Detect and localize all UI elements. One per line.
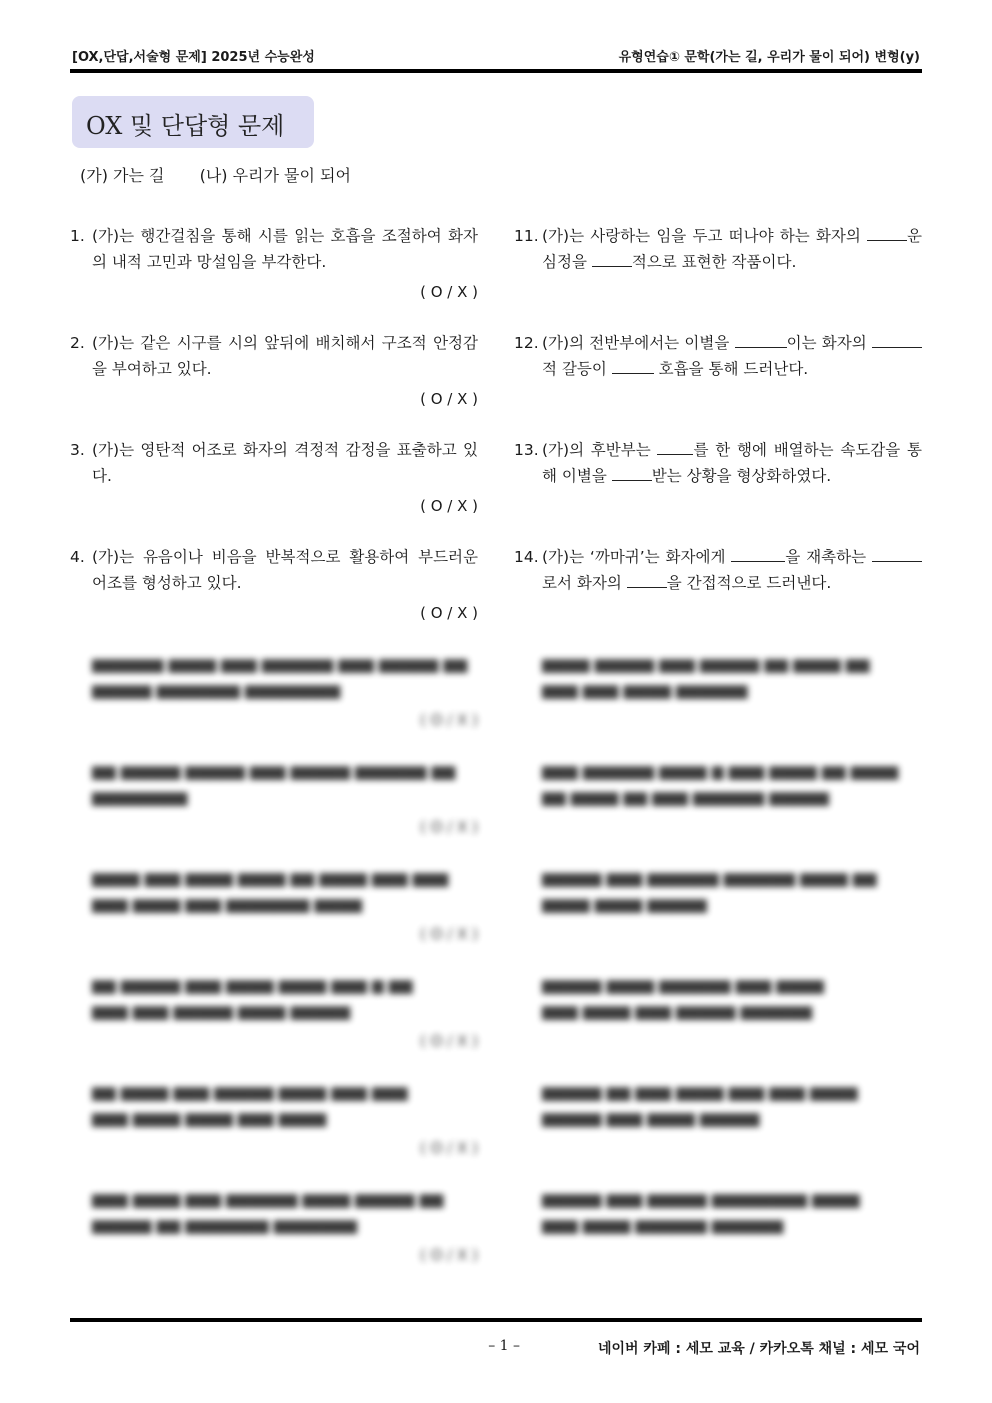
ox-choice: ( O / X )	[420, 1246, 478, 1264]
obscured-text: ▆▆ ▆▆▆▆▆ ▆▆▆ ▆▆▆▆ ▆▆▆▆ ▆▆▆ ▆ ▆▆ ▆▆▆ ▆▆▆ ▆▆▆▆▆ ▆▆▆▆ ▆▆▆▆▆	[92, 976, 413, 1020]
text-part: (가)는 ‘까마귀’는 화자에게	[542, 548, 732, 566]
text-part: 적 갈등이	[542, 360, 612, 378]
text-part: (가)는 사랑하는 임을 두고 떠나야 하는 화자의	[542, 227, 868, 245]
question-number: 12.	[514, 334, 539, 352]
works-line	[80, 163, 381, 186]
question-text: (가)는 영탄적 어조로 화자의 격정적 감정을 표출하고 있다.	[92, 441, 478, 485]
ox-choice: ( O / X )	[420, 497, 478, 515]
obscured-question	[514, 865, 922, 972]
text-part: 를 한 행에 배열하는 속도감을 통해 이별을	[542, 441, 922, 485]
text-part: 받는 상황을 형상화하였다.	[651, 467, 832, 485]
ox-choice: ( O / X )	[420, 604, 478, 622]
text-part: 적으로 표현한 작품이다.	[631, 253, 797, 271]
ox-choice: ( O / X )	[420, 711, 478, 729]
answer-blank[interactable]	[627, 573, 667, 588]
question-1	[70, 223, 478, 330]
question-number: 11.	[514, 227, 539, 245]
question-2	[70, 330, 478, 437]
obscured-question	[70, 865, 478, 972]
answer-blank[interactable]	[735, 333, 787, 348]
question-11	[514, 223, 922, 330]
obscured-question	[70, 758, 478, 865]
obscured-text: ▆▆▆▆▆▆ ▆▆▆▆ ▆▆▆ ▆▆▆▆▆▆ ▆▆▆ ▆▆▆▆▆ ▆▆ ▆▆▆▆▆ ▆▆▆▆▆▆▆ ▆▆▆▆▆▆▆▆	[92, 655, 468, 699]
ox-choice: ( O / X )	[420, 818, 478, 836]
question-number: 3.	[70, 441, 85, 459]
question-number: 2.	[70, 334, 85, 352]
answer-blank[interactable]	[612, 466, 652, 481]
question-text	[542, 223, 922, 275]
obscured-question	[70, 651, 478, 758]
obscured-text: ▆▆▆▆▆ ▆▆▆ ▆▆▆▆▆ ▆▆▆▆▆▆▆▆ ▆▆▆▆ ▆▆▆ ▆▆▆▆ ▆▆▆▆▆▆ ▆▆▆▆▆▆	[542, 1190, 860, 1234]
question-4	[70, 544, 478, 651]
ox-choice: ( O / X )	[420, 925, 478, 943]
obscured-question	[514, 972, 922, 1079]
page-number: – 1 –	[488, 1338, 520, 1354]
obscured-question	[514, 758, 922, 865]
header-left: [OX,단답,서술형 문제] 2025년 수능완성	[72, 50, 315, 65]
text-part: (가)의 전반부에서는 이별을	[542, 334, 735, 352]
question-14	[514, 544, 922, 651]
question-3	[70, 437, 478, 544]
answer-blank[interactable]	[872, 333, 922, 348]
question-text	[542, 330, 922, 382]
answer-blank[interactable]	[872, 547, 922, 562]
ox-choice: ( O / X )	[420, 1032, 478, 1050]
question-text: (가)는 같은 시구를 시의 앞뒤에 배치해서 구조적 안정감을 부여하고 있다.	[92, 334, 478, 378]
text-part: 을 재촉하는	[785, 548, 872, 566]
left-column	[70, 223, 478, 1293]
work-a: (가) 가는 길	[80, 166, 165, 185]
work-b: (나) 우리가 물이 되어	[199, 166, 351, 185]
question-text	[542, 544, 922, 596]
obscured-text: ▆▆▆▆▆ ▆▆▆ ▆▆▆▆▆▆ ▆▆▆▆▆▆ ▆▆▆▆ ▆▆ ▆▆▆▆ ▆▆▆▆ ▆▆▆▆▆	[542, 869, 877, 913]
obscured-question	[70, 1186, 478, 1293]
text-part: 호흡을 통해 드러난다.	[653, 360, 809, 378]
question-number: 13.	[514, 441, 539, 459]
text-part: 로서 화자의	[542, 574, 627, 592]
ox-choice: ( O / X )	[420, 390, 478, 408]
obscured-question	[514, 1079, 922, 1186]
question-text	[542, 437, 922, 489]
obscured-question	[70, 1079, 478, 1186]
question-13	[514, 437, 922, 544]
obscured-question	[514, 651, 922, 758]
answer-blank[interactable]	[592, 252, 632, 267]
obscured-text: ▆▆▆ ▆▆▆▆▆▆ ▆▆▆▆ ▆ ▆▆▆ ▆▆▆▆ ▆▆ ▆▆▆▆ ▆▆ ▆▆▆▆ ▆▆ ▆▆▆ ▆▆▆▆▆▆ ▆▆▆▆▆	[542, 762, 899, 806]
obscured-text: ▆▆▆▆ ▆▆▆▆▆ ▆▆▆ ▆▆▆▆▆ ▆▆ ▆▆▆▆ ▆▆ ▆▆▆ ▆▆▆ ▆▆▆▆ ▆▆▆▆▆▆	[542, 655, 870, 699]
obscured-question	[514, 1186, 922, 1293]
question-number: 1.	[70, 227, 85, 245]
header-rule	[70, 69, 922, 73]
answer-blank[interactable]	[612, 359, 654, 374]
text-part: (가)의 후반부는	[542, 441, 658, 459]
question-text: (가)는 행간걸침을 통해 시를 읽는 호흡을 조절하여 화자의 내적 고민과 망설임을 부각한다.	[92, 227, 478, 271]
obscured-text: ▆▆▆▆ ▆▆▆ ▆▆▆▆ ▆▆▆▆ ▆▆ ▆▆▆▆ ▆▆▆ ▆▆▆ ▆▆▆ ▆▆▆▆ ▆▆▆ ▆▆▆▆▆▆▆ ▆▆▆▆	[92, 869, 449, 913]
text-part: 운 심정을	[542, 227, 922, 271]
right-column	[514, 223, 922, 1293]
answer-blank[interactable]	[657, 440, 693, 455]
text-part: 이는 화자의	[786, 334, 872, 352]
answer-blank[interactable]	[867, 226, 907, 241]
header-right: 유형연습① 문학(가는 길, 우리가 물이 되어) 변형(y)	[618, 50, 920, 65]
obscured-text: ▆▆▆ ▆▆▆▆ ▆▆▆ ▆▆▆▆▆▆ ▆▆▆▆ ▆▆▆▆▆ ▆▆ ▆▆▆▆▆ ▆▆ ▆▆▆▆▆▆▆ ▆▆▆▆▆▆▆	[92, 1190, 444, 1234]
footer-info: 네이버 카페 : 세모 교육 / 카카오톡 채널 : 세모 국어	[597, 1341, 920, 1357]
question-number: 14.	[514, 548, 539, 566]
question-number: 4.	[70, 548, 85, 566]
obscured-text: ▆▆▆▆▆ ▆▆ ▆▆▆ ▆▆▆▆ ▆▆▆ ▆▆▆ ▆▆▆▆ ▆▆▆▆▆ ▆▆▆ ▆▆▆▆ ▆▆▆▆▆	[542, 1083, 858, 1127]
ox-choice: ( O / X )	[420, 283, 478, 301]
footer-rule	[70, 1318, 922, 1322]
obscured-question	[70, 972, 478, 1079]
section-title-box	[72, 96, 314, 148]
obscured-text: ▆▆ ▆▆▆▆ ▆▆▆ ▆▆▆▆▆ ▆▆▆▆ ▆▆▆ ▆▆▆ ▆▆▆ ▆▆▆▆ ▆▆▆▆ ▆▆▆ ▆▆▆▆	[92, 1083, 408, 1127]
question-text: (가)는 유음이나 비음을 반복적으로 활용하여 부드러운 어조를 형성하고 있다.	[92, 548, 478, 592]
answer-blank[interactable]	[731, 547, 785, 562]
question-12	[514, 330, 922, 437]
page-header	[72, 44, 920, 66]
obscured-text: ▆▆ ▆▆▆▆▆ ▆▆▆▆▆ ▆▆▆ ▆▆▆▆▆ ▆▆▆▆▆▆ ▆▆ ▆▆▆▆▆▆▆▆	[92, 762, 456, 806]
ox-choice: ( O / X )	[420, 1139, 478, 1157]
section-title: OX 및 단답형 문제	[86, 112, 285, 140]
text-part: 을 간접적으로 드러낸다.	[666, 574, 832, 592]
obscured-text: ▆▆▆▆▆ ▆▆▆▆ ▆▆▆▆▆▆ ▆▆▆ ▆▆▆▆ ▆▆▆ ▆▆▆▆ ▆▆▆ ▆▆▆▆▆ ▆▆▆▆▆▆	[542, 976, 824, 1020]
